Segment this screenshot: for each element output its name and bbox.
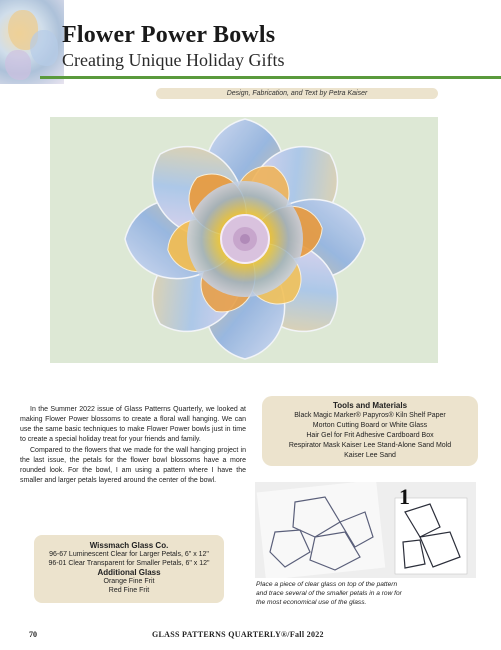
figure-number: 1 xyxy=(399,484,410,509)
tools-and-materials-box xyxy=(262,396,478,466)
glass-item: 96-67 Luminescent Clear for Larger Petals, 6" x 12" xyxy=(49,551,209,558)
byline: Design, Fabrication, and Text by Petra Kaiser xyxy=(156,88,438,99)
corner-decoration xyxy=(0,0,64,84)
glass-extra: Red Fine Frit xyxy=(108,587,150,594)
tools-line: Hair Gel for Frit Adhesive Cardboard Box xyxy=(306,432,434,439)
article-title: Flower Power Bowls xyxy=(62,22,276,48)
hero-photo-flower-bowl xyxy=(50,117,438,363)
tools-line: Black Magic Marker® Papyros® Kiln Shelf Paper xyxy=(294,412,446,419)
glass-subheading: Additional Glass xyxy=(97,568,161,577)
magazine-footer: GLASS PATTERNS QUARTERLY®/Fall 2022 xyxy=(152,630,324,639)
article-body xyxy=(20,405,246,487)
body-paragraph-2: Compared to the flowers that we made for the wall hanging project in the last issue, the petals for the flower bowl blossoms have a more rounded look. For the bowl, I am using a pattern where I have the smaller and larger petals layered around the center of the bowl. xyxy=(20,447,246,484)
pattern-tracing-illustration xyxy=(255,482,476,578)
flower-bowl-illustration xyxy=(50,117,438,363)
page-number: 70 xyxy=(29,630,37,639)
tools-line: Kaiser Lee Sand xyxy=(344,452,396,459)
glass-extra: Orange Fine Frit xyxy=(103,578,155,585)
figure-caption: Place a piece of clear glass on top of the pattern and trace several of the smaller petals in a row for the most economical use of the glass. xyxy=(256,581,402,606)
body-paragraph-1: In the Summer 2022 issue of Glass Patterns Quarterly, we looked at making Flower Power blossoms to create a floral wall hanging. We can use the same basic techniques to make Flower Power bowls just in time to create a special holiday treat for your friends and family. xyxy=(20,406,246,443)
article-subtitle: Creating Unique Holiday Gifts xyxy=(62,50,285,70)
tools-heading: Tools and Materials xyxy=(332,401,408,410)
glass-supplies-box xyxy=(34,535,224,603)
glass-heading: Wissmach Glass Co. xyxy=(89,541,169,550)
tools-line: Morton Cutting Board or White Glass xyxy=(312,422,428,429)
figure-1-photo xyxy=(255,482,476,578)
tools-line: Respirator Mask Kaiser Lee Stand-Alone Sand Mold xyxy=(288,442,452,449)
header-rule xyxy=(40,76,501,79)
glass-item: 96-01 Clear Transparent for Smaller Petals, 6" x 12" xyxy=(48,560,210,567)
